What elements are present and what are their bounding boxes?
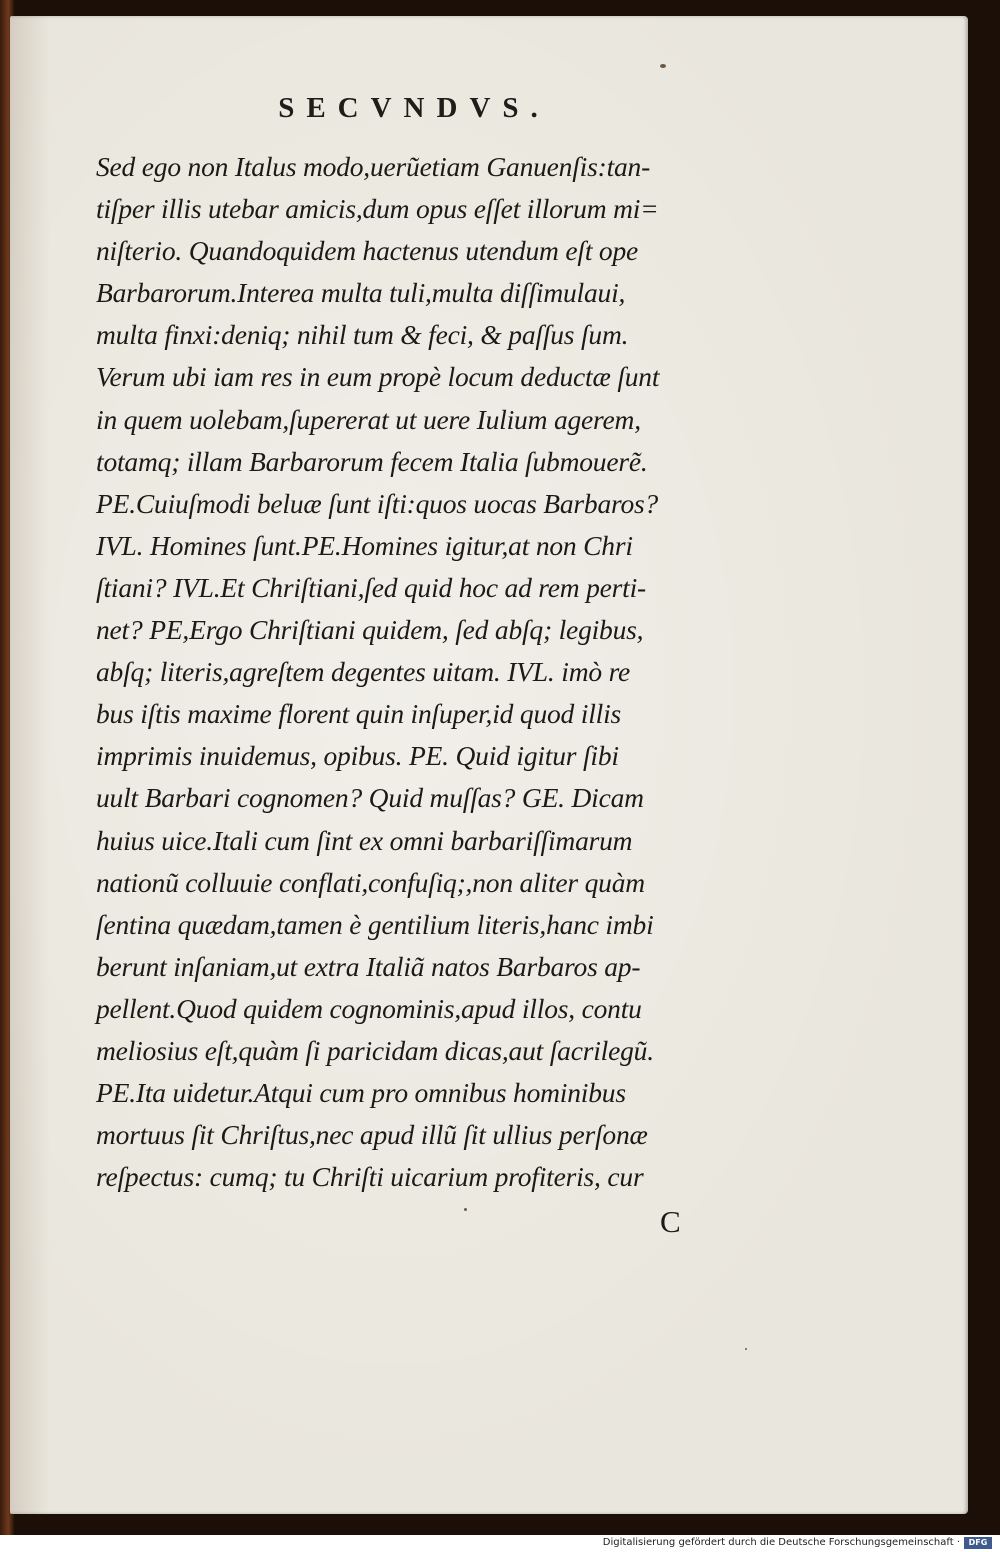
text-line: pellent.Quod quidem cognominis,apud illos, contu [96,992,642,1024]
book-page [10,16,968,1514]
text-line: imprimis inuidemus, opibus. PE. Quid igitur ſibi [96,740,619,772]
text-line: bus iſtis maxime florent quin inſuper,id quod illis [96,698,622,730]
text-line: uult Barbari cognomen? Quid muſſas? GE. Dicam [96,782,644,814]
dfg-logo: DFG [964,1537,992,1549]
footer-credit: Digitalisierung gefördert durch die Deutsche Forschungsgemeinschaft · [602,1537,960,1548]
text-line: IVL. Homines ſunt.PE.Homines igitur,at non Chri [96,529,633,561]
text-line: abſq; literis,agreſtem degentes uitam. IVL. imò re [96,656,631,688]
text-line: huius uice.Itali cum ſint ex omni barbariſſimarum [96,824,633,856]
text-line: Barbarorum.Interea multa tuli,multa diſſimulaui, [96,277,626,309]
paper-speck [745,1348,747,1350]
text-line: reſpectus: cumq; tu Chriſti uicarium profiteris, cur [96,1161,644,1193]
text-line: ſtiani? IVL.Et Chriſtiani,ſed quid hoc ad rem perti- [96,571,647,603]
text-line: multa finxi:deniq; nihil tum & feci, & paſſus ſum. [96,319,629,351]
text-line: Sed ego non Italus modo,uerũetiam Ganuenſis:tan- [96,151,651,182]
text-line: net? PE,Ergo Chriſtiani quidem, ſed abſq; legibus, [96,614,644,646]
text-line: totamq; illam Barbarorum fecem Italia ſubmouerẽ. [96,445,648,477]
text-line: mortuus ſit Chriſtus,nec apud illũ ſit ullius perſonæ [96,1119,648,1151]
text-line: meliosius eſt,quàm ſi paricidam dicas,aut ſacrilegũ. [96,1034,654,1066]
text-line: Verum ubi iam res in eum propè locum deductæ ſunt [96,361,660,393]
paper-speck [464,1208,467,1211]
paper-speck [660,64,666,68]
signature-mark: C [660,1204,681,1239]
text-line: niſterio. Quandoquidem hactenus utendum eſt ope [96,235,639,267]
text-line: PE.Ita uidetur.Atqui cum pro omnibus hominibus [96,1077,626,1109]
body-text [96,146,776,1198]
running-head: SECVNDVS. [278,92,550,124]
text-line: in quem uolebam,ſupererat ut uere Iulium agerem, [96,403,641,435]
text-line: berunt inſaniam,ut extra Italiã natos Barbaros ap- [96,950,641,982]
text-line: ſentina quædam,tamen è gentilium literis,hanc imbi [96,908,654,940]
text-line: nationũ colluuie conflati,confuſiq;,non aliter quàm [96,866,645,898]
text-line: PE.Cuiuſmodi beluæ ſunt iſti:quos uocas Barbaros? [96,487,659,519]
text-line: tiſper illis utebar amicis,dum opus eſſet illorum mi= [96,193,659,225]
